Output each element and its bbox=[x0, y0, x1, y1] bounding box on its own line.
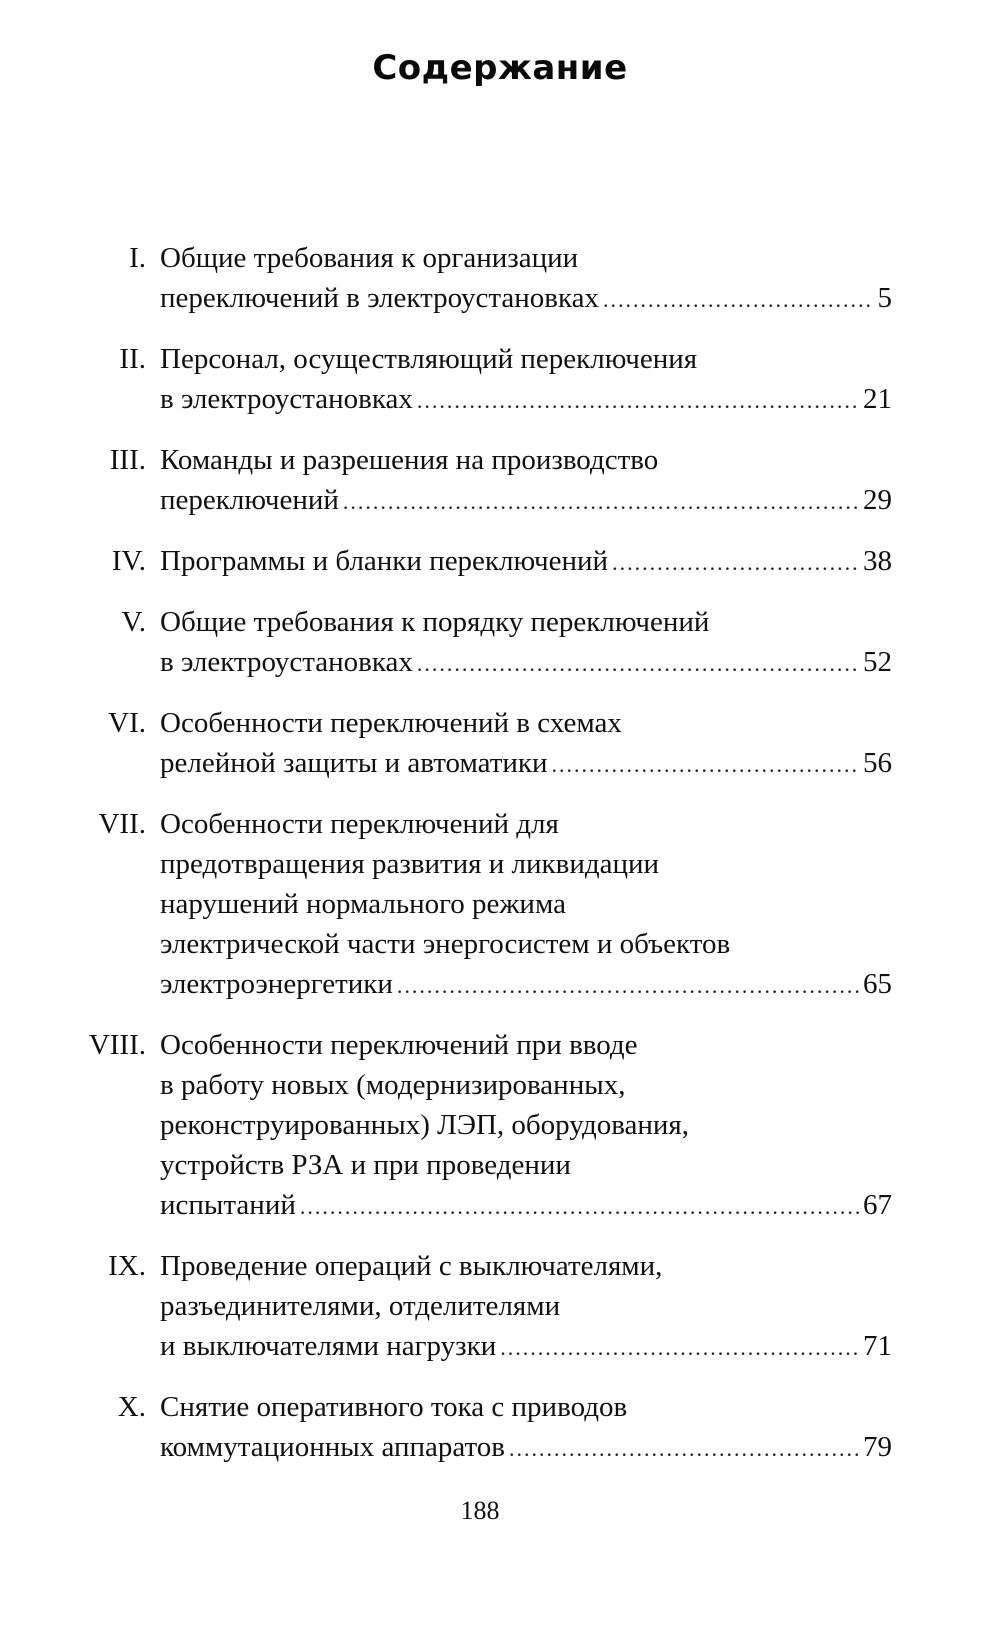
section-title-line: Команды и разрешения на производство bbox=[160, 444, 659, 476]
section-number: V. bbox=[121, 606, 146, 638]
section-number: III. bbox=[109, 444, 146, 476]
toc-entry-1[interactable] bbox=[0, 238, 1000, 320]
section-title-line: Особенности переключений в схемах bbox=[160, 707, 622, 739]
section-page: 56 bbox=[863, 747, 892, 779]
section-number: I. bbox=[129, 242, 146, 274]
dot-leader bbox=[300, 1187, 859, 1227]
section-number: IV. bbox=[111, 545, 146, 577]
section-title-line: электроэнергетики bbox=[160, 968, 393, 1000]
dot-leader bbox=[612, 543, 859, 583]
section-title-line: предотвращения развития и ликвидации bbox=[160, 848, 660, 880]
section-page: 38 bbox=[863, 545, 892, 577]
dot-leader bbox=[397, 966, 859, 1006]
section-page: 5 bbox=[877, 282, 892, 314]
section-page: 79 bbox=[863, 1431, 892, 1463]
dot-leader bbox=[603, 280, 874, 320]
section-number: IX. bbox=[108, 1250, 146, 1282]
dot-leader bbox=[500, 1328, 859, 1368]
section-title-line: устройств РЗА и при проведении bbox=[160, 1149, 571, 1181]
table-of-contents bbox=[0, 238, 1000, 1488]
toc-entry-5[interactable] bbox=[0, 602, 1000, 684]
section-page: 71 bbox=[863, 1330, 892, 1362]
section-title-line: Общие требования к порядку переключений bbox=[160, 606, 710, 638]
section-number: II. bbox=[119, 343, 146, 375]
section-title-line: переключений bbox=[160, 484, 339, 516]
toc-entry-6[interactable] bbox=[0, 703, 1000, 785]
section-number: VIII. bbox=[88, 1029, 146, 1061]
section-page: 65 bbox=[863, 968, 892, 1000]
section-title-line: Снятие оперативного тока с приводов bbox=[160, 1391, 628, 1423]
toc-entry-2[interactable] bbox=[0, 339, 1000, 421]
section-title-line: в электроустановках bbox=[160, 646, 413, 678]
section-title-line: в работу новых (модернизированных, bbox=[160, 1069, 626, 1101]
section-title-line: электрической части энергосистем и объектов bbox=[160, 928, 731, 960]
dot-leader bbox=[509, 1429, 859, 1469]
section-title-line: Особенности переключений при вводе bbox=[160, 1029, 638, 1061]
section-title-line: реконструированных) ЛЭП, оборудования, bbox=[160, 1109, 690, 1141]
section-title-line: релейной защиты и автоматики bbox=[160, 747, 548, 779]
dot-leader bbox=[343, 482, 859, 522]
section-page: 67 bbox=[863, 1189, 892, 1221]
toc-entry-10[interactable] bbox=[0, 1387, 1000, 1469]
section-title-line: переключений в электроустановках bbox=[160, 282, 599, 314]
toc-entry-9[interactable] bbox=[0, 1246, 1000, 1368]
section-page: 29 bbox=[863, 484, 892, 516]
section-title-line: разъединителями, отделителями bbox=[160, 1290, 561, 1322]
section-title-line: Персонал, осуществляющий переключения bbox=[160, 343, 698, 375]
toc-entry-3[interactable] bbox=[0, 440, 1000, 522]
page-number: 188 bbox=[460, 1496, 500, 1525]
section-title-line: Особенности переключений для bbox=[160, 808, 559, 840]
toc-entry-4[interactable] bbox=[0, 541, 1000, 583]
section-page: 21 bbox=[863, 383, 892, 415]
section-title-line: коммутационных аппаратов bbox=[160, 1431, 505, 1463]
section-title-line: испытаний bbox=[160, 1189, 296, 1221]
page-title: Содержание bbox=[372, 48, 628, 88]
section-title-line: Проведение операций с выключателями, bbox=[160, 1250, 663, 1282]
section-page: 52 bbox=[863, 646, 892, 678]
section-title-line: и выключателями нагрузки bbox=[160, 1330, 497, 1362]
dot-leader bbox=[552, 745, 859, 785]
section-title-line: Программы и бланки переключений bbox=[160, 545, 609, 577]
section-title-line: Общие требования к организации bbox=[160, 242, 579, 274]
toc-entry-7[interactable] bbox=[0, 804, 1000, 1006]
section-title-line: нарушений нормального режима bbox=[160, 888, 566, 920]
toc-entry-8[interactable] bbox=[0, 1025, 1000, 1227]
dot-leader bbox=[417, 644, 859, 684]
section-number: X. bbox=[117, 1391, 146, 1423]
section-number: VI. bbox=[108, 707, 146, 739]
dot-leader bbox=[417, 381, 859, 421]
section-number: VII. bbox=[98, 808, 146, 840]
section-title-line: в электроустановках bbox=[160, 383, 413, 415]
